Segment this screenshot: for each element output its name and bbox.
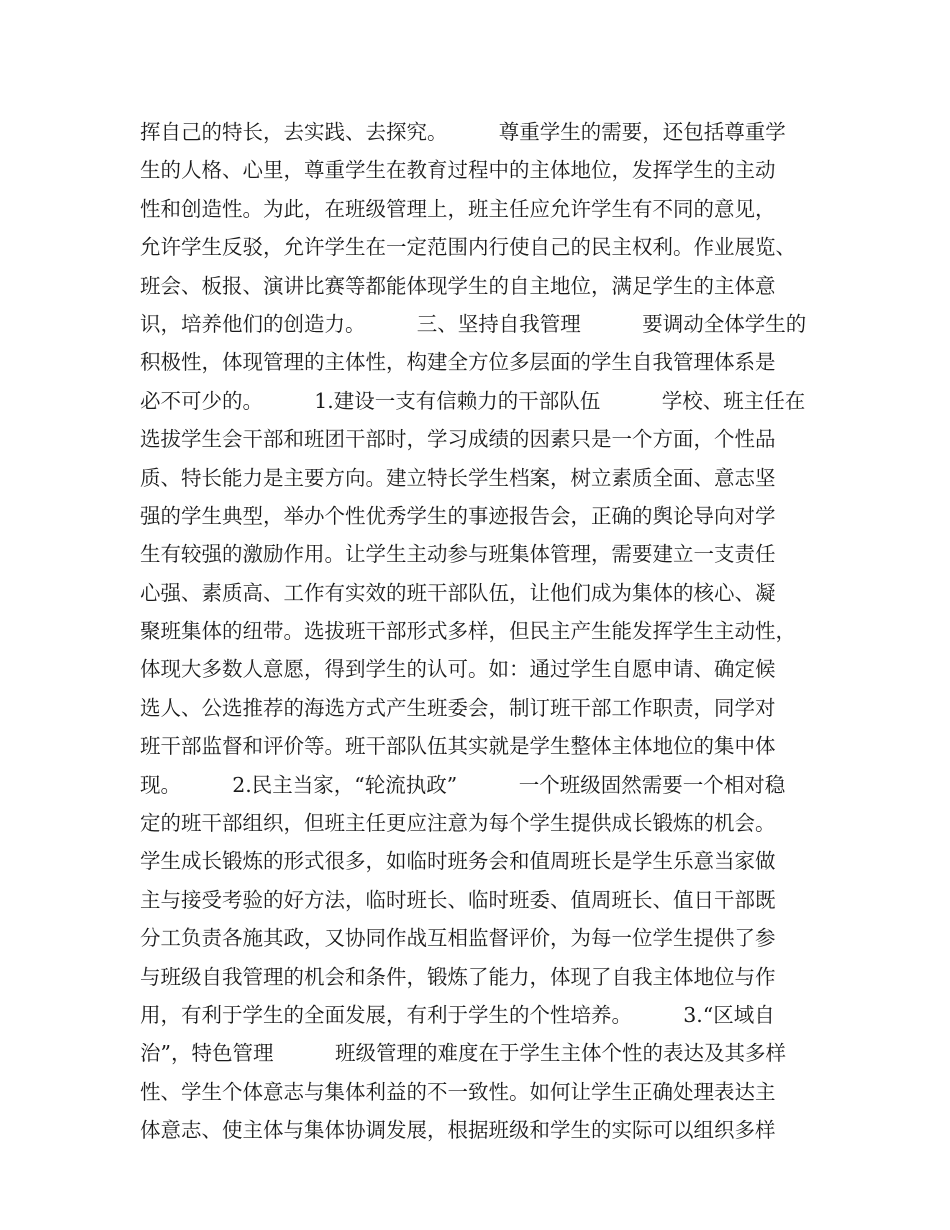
text-line: 学生成长锻炼的形式很多，如临时班务会和值周班长是学生乐意当家做	[140, 849, 776, 874]
body-text	[140, 113, 830, 1150]
text-line: 生有较强的激励作用。让学生主动参与班集体管理，需要建立一支责任	[140, 542, 776, 567]
text-line: 选人、公选推荐的海选方式产生班委会，制订班干部工作职责，同学对	[140, 695, 776, 720]
text-line: 性、学生个体意志与集体利益的不一致性。如何让学生正确处理表达主	[140, 1079, 776, 1104]
text-line: 强的学生典型，举办个性优秀学生的事迹报告会，正确的舆论导向对学	[140, 503, 776, 528]
text-line: 治”，特色管理 班级管理的难度在于学生主体个性的表达及其多样	[140, 1041, 786, 1066]
text-line: 挥自己的特长，去实践、去探究。 尊重学生的需要，还包括尊重学	[140, 120, 786, 144]
text-line: 聚班集体的纽带。选拔班干部形式多样，但民主产生能发挥学生主动性，	[140, 619, 796, 644]
text-line: 质、特长能力是主要方向。建立特长学生档案，树立素质全面、意志坚	[140, 465, 776, 490]
text-line: 必不可少的。 1.建设一支有信赖力的干部队伍 学校、班主任在	[140, 388, 806, 413]
text-line: 性和创造性。为此，在班级管理上，班主任应允许学生有不同的意见，	[140, 196, 776, 221]
text-line: 体意志、使主体与集体协调发展，根据班级和学生的实际可以组织多样	[140, 1118, 776, 1143]
text-line: 允许学生反驳，允许学生在一定范围内行使自己的民主权利。作业展览、	[140, 235, 796, 260]
text-line: 现。 2.民主当家，“轮流执政” 一个班级固然需要一个相对稳	[140, 772, 786, 797]
text-line: 定的班干部组织，但班主任更应注意为每个学生提供成长锻炼的机会。	[140, 811, 776, 836]
text-line: 心强、素质高、工作有实效的班干部队伍，让他们成为集体的核心、凝	[140, 580, 776, 605]
text-line: 班会、板报、演讲比赛等都能体现学生的自主地位，满足学生的主体意	[140, 273, 776, 298]
text-line: 识，培养他们的创造力。 三、坚持自我管理 要调动全体学生的	[140, 311, 807, 336]
text-line: 生的人格、心里，尊重学生在教育过程中的主体地位，发挥学生的主动	[140, 158, 776, 183]
text-line: 主与接受考验的好方法，临时班长、临时班委、值周班长、值日干部既	[140, 887, 776, 912]
text-line: 与班级自我管理的机会和条件，锻炼了能力，体现了自我主体地位与作	[140, 964, 776, 989]
text-line: 选拔学生会干部和班团干部时，学习成绩的因素只是一个方面，个性品	[140, 427, 776, 452]
text-line: 班干部监督和评价等。班干部队伍其实就是学生整体主体地位的集中体	[140, 734, 776, 759]
text-line: 体现大多数人意愿，得到学生的认可。如：通过学生自愿申请、确定候	[140, 657, 776, 682]
text-line: 用，有利于学生的全面发展，有利于学生的个性培养。 3.“区域自	[140, 1002, 775, 1027]
text-line: 积极性，体现管理的主体性，构建全方位多层面的学生自我管理体系是	[140, 350, 776, 375]
text-line: 分工负责各施其政，又协同作战互相监督评价，为每一位学生提供了参	[140, 926, 776, 951]
